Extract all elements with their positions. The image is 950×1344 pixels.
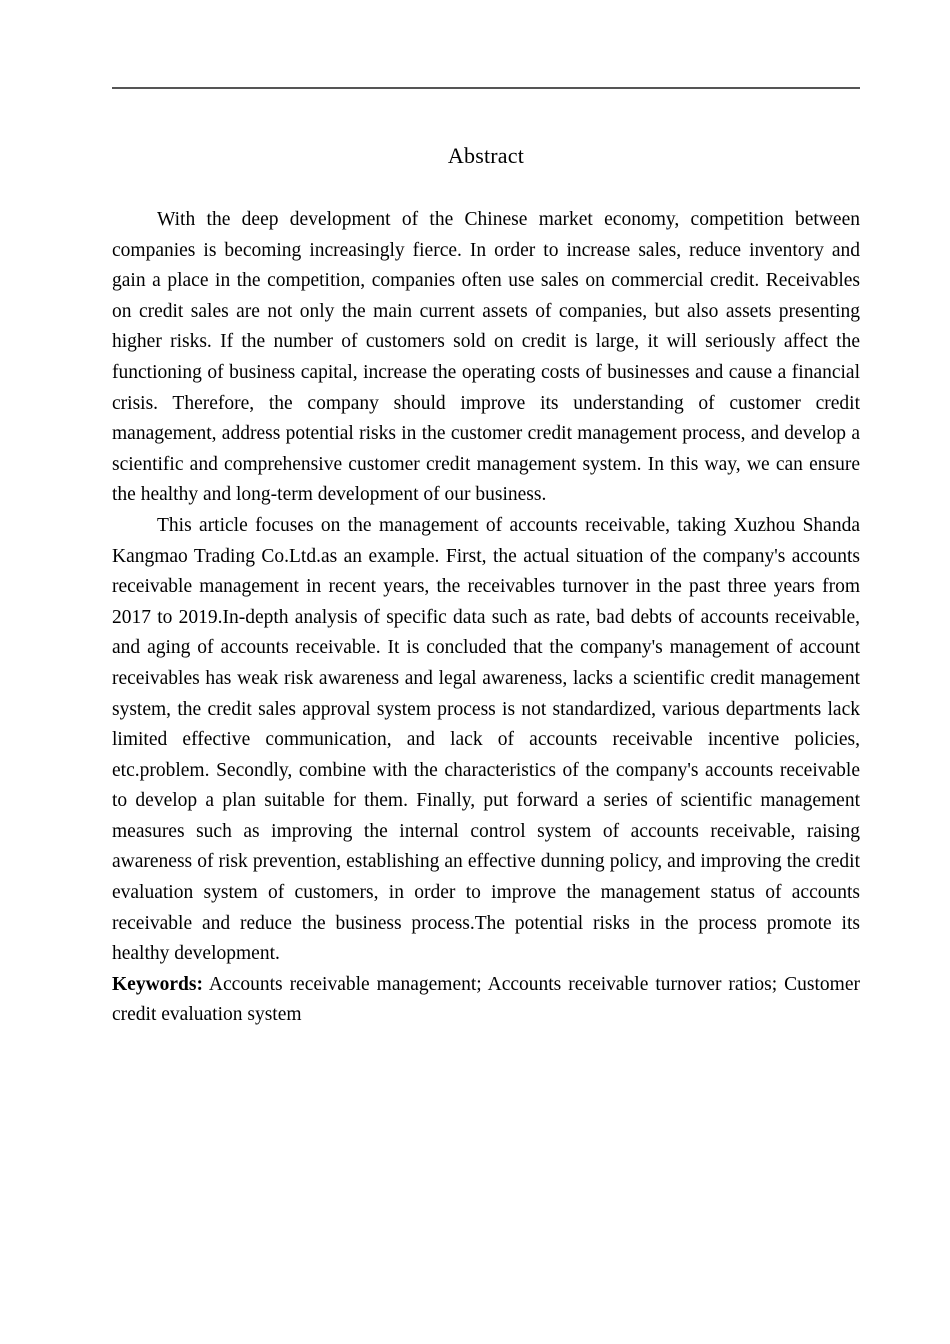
header-rule-divider (112, 87, 860, 89)
abstract-paragraph-1: With the deep development of the Chinese market economy, competition between companies is becoming increasingly fierce. In order to increase sales, reduce inventory and gain a place in the competition, companies often use sales on commercial credit. Receivables on credit sales are not only the main current assets of companies, but also assets presenting higher risks. If the number of customers sold on credit is large, it will seriously affect the functioning of business capital, increase the operating costs of businesses and cause a financial crisis. Therefore, the company should improve its understanding of customer credit management, address potential risks in the customer credit management process, and develop a scientific and comprehensive customer credit management system. In this way, we can ensure the healthy and long-term development of our business. (112, 209, 860, 506)
keywords-value: Accounts receivable management; Accounts receivable turnover ratios; Customer credit evaluation system (112, 973, 860, 1026)
abstract-paragraph-2: This article focuses on the management of accounts receivable, taking Xuzhou Shanda Kangmao Trading Co.Ltd.as an example. First, the actual situation of the company's accounts receivable management in recent years, the receivables turnover in the past three years from 2017 to 2019.In-depth analysis of specific data such as rate, bad debts of accounts receivable, and aging of accounts receivable. It is concluded that the company's management of account receivables has weak risk awareness and legal awareness, lacks a scientific credit management system, the credit sales approval system process is not standardized, various departments lack limited effective communication, and lack of accounts receivable incentive policies, etc.problem. Secondly, combine with the characteristics of the company's accounts receivable to develop a plan suitable for them. Finally, put forward a series of scientific management measures such as improving the internal control system of accounts receivable, raising awareness of risk prevention, establishing an effective dunning policy, and improving the credit evaluation system of customers, in order to improve the management status of accounts receivable and reduce the business process.The potential risks in the process promote its healthy development. (112, 514, 860, 965)
keywords-label: Keywords: (112, 973, 203, 995)
document-content (112, 140, 860, 1031)
page-title: Abstract (447, 143, 525, 168)
keywords-block (112, 970, 860, 1031)
